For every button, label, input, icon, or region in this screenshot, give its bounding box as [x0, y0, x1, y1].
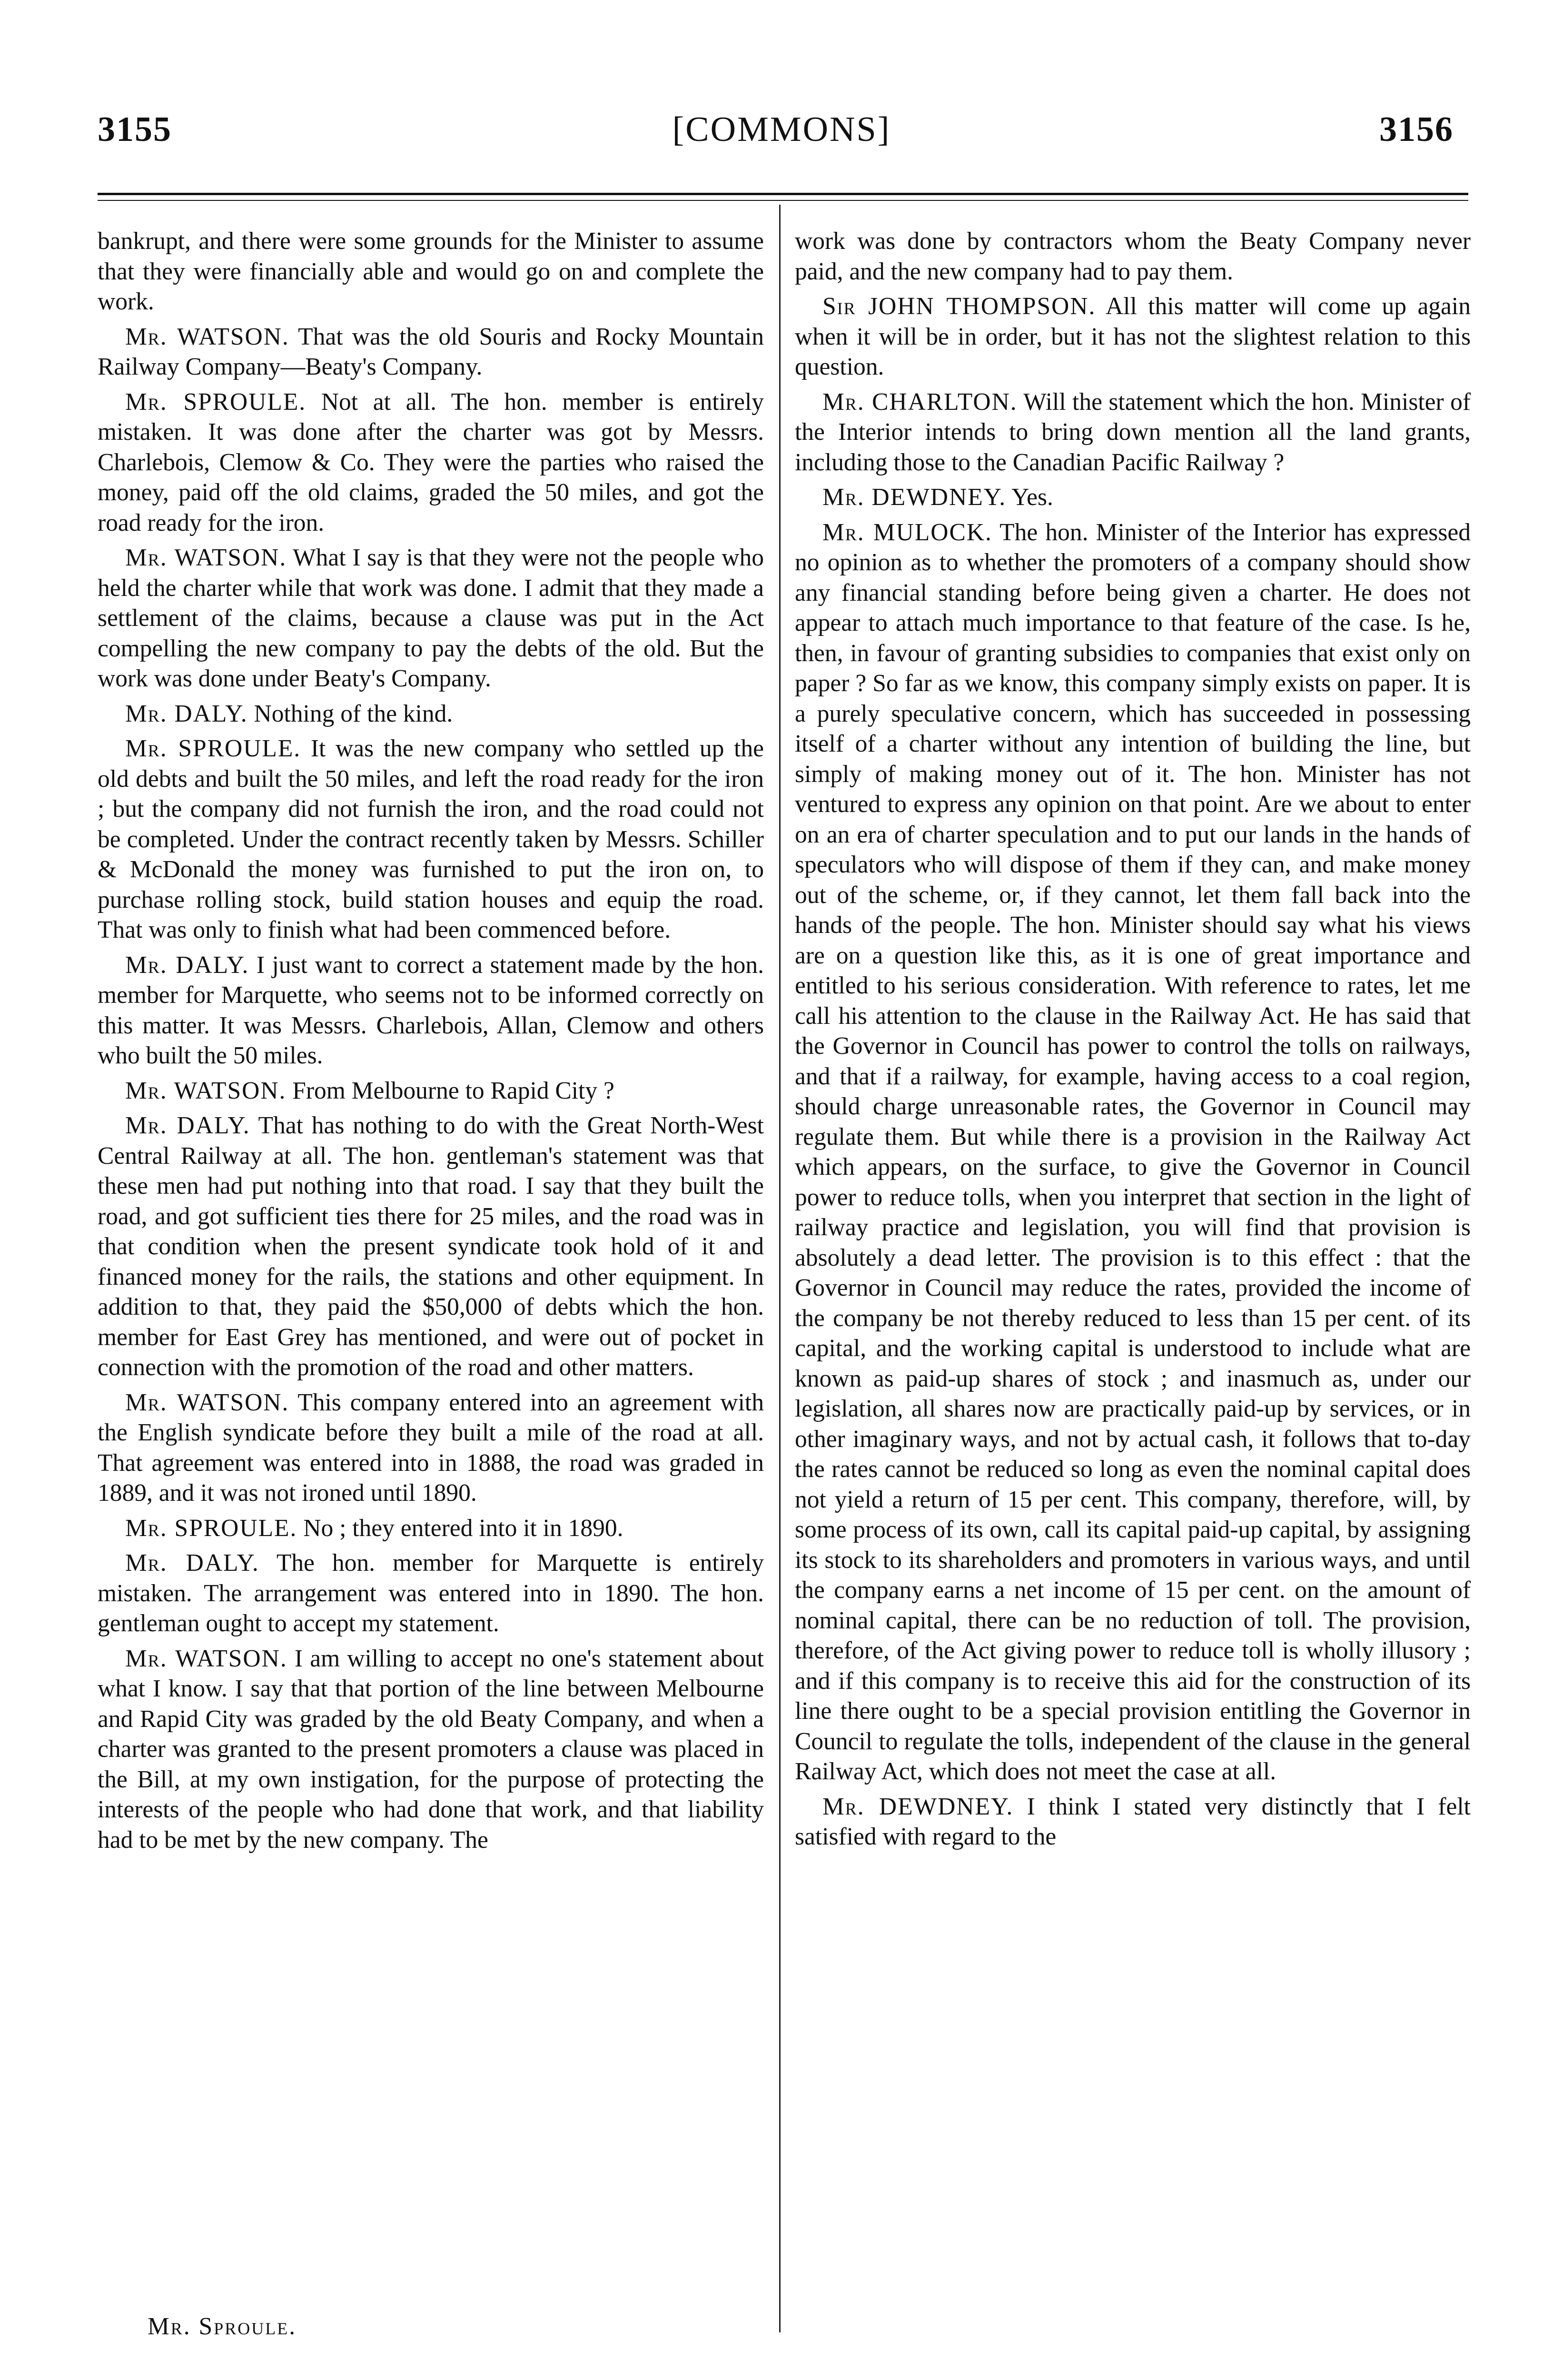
paragraph — [795, 226, 1471, 287]
left-column — [98, 226, 764, 1860]
header-rule-thin — [98, 200, 1468, 201]
speech-text: That was the old Souris and Rocky Mountain Railway Company—Beaty's Company. — [98, 323, 764, 380]
speech-text: I just want to correct a statement made by the hon. member for Marquette, who seems not to be informed correctly on this matter. It was Messrs. Charlebois, Allan, Clemow and others who built the 50 miles. — [98, 951, 764, 1069]
paragraph — [795, 517, 1471, 1787]
speech-text: Will the statement which the hon. Minister of the Interior intends to bring down mention all the land grants, including those to the Canadian Pacific Railway ? — [795, 388, 1471, 476]
paragraph — [98, 322, 764, 382]
paragraph — [98, 1644, 764, 1855]
speech-text: I am willing to accept no one's statement about what I know. I say that that portion of the line between Melbourne and Rapid City was graded by the old Beaty Company, and when a charter was granted to the present promoters a clause was placed in the Bill, at my own instigation, for the purpose of protecting the interests of the people who had done that work, and that liability had to be met by the new company. The — [98, 1645, 764, 1854]
paragraph — [98, 226, 764, 317]
right-column — [795, 226, 1471, 1857]
paragraph — [98, 950, 764, 1071]
paragraph — [98, 387, 764, 538]
paragraph — [795, 387, 1471, 478]
column-divider — [779, 205, 781, 2332]
speech-text: It was the new company who settled up the old debts and built the 50 miles, and left the road ready for the iron ; but the company did not furnish the iron, and the road could not be completed. Under the contract recently taken by Messrs. Schiller & McDonald the money was furnished to put the iron on, to purchase rolling stock, build station houses and equip the road. That was only to finish what had been commenced before. — [98, 735, 764, 943]
running-title: [COMMONS] — [672, 110, 891, 149]
paragraph — [795, 1792, 1471, 1852]
speech-text: work was done by contractors whom the Beaty Company never paid, and the new company had to pay them. — [795, 228, 1471, 285]
speech-text: The hon. Minister of the Interior has expressed no opinion as to whether the promoters of a company should show any financial standing before being given a charter. He does not appear to attach much importance to that feature of the case. Is he, then, in favour of granting subsidies to companies that exist only on paper ? So far as we know, this company simply exists on paper. It is a purely speculative concern, which has succeeded in possessing itself of a charter without any intention of building the line, but simply of making money out of it. The hon. Minister has not ventured to express any opinion on that point. Are we about to enter on an era of charter speculation and to put our lands in the hands of speculators who will dispose of them if they can, and make money out of the scheme, or, if they cannot, let them fall back into the hands of the people. The hon. Minister should say what his views are on a question like this, as it is one of great importance and entitled to his serious consideration. With reference to rates, let me call his attention to the clause in the Railway Act. He has said that the Governor in Council has power to control the tolls on railways, and that if a railway, for example, having access to a coal region, should charge unreasonable rates, the Governor in Council may regulate them. But while there is a provision in the Railway Act which appears, on the surface, to give the Governor in Council power to reduce tolls, when you interpret that section in the light of railway practice and legislation, you will find that provision is absolutely a dead letter. The provision is to this effect : that the Governor in Council may reduce the rates, provided the income of the company be not thereby reduced to less than 15 per cent. of its capital, and the working capital is understood to include what are known as paid-up shares of stock ; and inasmuch as, under our legislation, all shares now are practically paid-up by services, or in other imaginary ways, and not by actual cash, it follows that to-day the rates cannot be reduced so long as even the nominal capital does not yield a return of 15 per cent. This company, therefore, will, by some process of its own, call its capital paid-up capital, by assigning its stock to its shareholders and promoters in various ways, and until the company earns a net income of 15 per cent. on the amount of nominal capital, there can be no reduction of toll. The provision, therefore, of the Act giving power to reduce toll is wholly illusory ; and if this company is to receive this aid for the construction of its line there ought to be a special provision entitling the Governor in Council to regulate the tolls, independent of the clause in the general Railway Act, which does not meet the case at all. — [795, 518, 1471, 1785]
paragraph — [98, 1513, 764, 1544]
paragraph — [98, 543, 764, 694]
speech-text: This company entered into an agreement with the English syndicate before they built a mile of the road at all. That agreement was entered into in 1888, the road was graded in 1889, and it was not ironed until 1890. — [98, 1388, 764, 1507]
header-rule-thick — [98, 193, 1468, 195]
speaker-name: Mr. WATSON. — [125, 1388, 289, 1416]
speech-text: From Melbourne to Rapid City ? — [292, 1077, 614, 1104]
speaker-name: Mr. WATSON. — [125, 323, 289, 350]
speech-text: bankrupt, and there were some grounds for the Minister to assume that they were financially able and would go on and complete the work. — [98, 228, 764, 315]
speaker-name: Mr. WATSON. — [125, 544, 287, 571]
speaker-name: Mr. WATSON. — [125, 1077, 287, 1104]
speech-text: I think I stated very distinctly that I felt satisfied with regard to the — [795, 1793, 1471, 1850]
speech-text: That has nothing to do with the Great North-West Central Railway at all. The hon. gentleman's statement was that these men had put nothing into that road. I say that they built the road, and got sufficient ties there for 25 miles, and the road was in that condition when the present syndicate took hold of it and financed money for the rails, the stations and other equipment. In addition to that, they paid the $50,000 of debts which the hon. member for East Grey has mentioned, and were out of pocket in connection with the promotion of the road and other matters. — [98, 1112, 764, 1381]
speaker-name: Mr. DALY. — [125, 700, 248, 727]
page-header — [0, 109, 1563, 171]
page-number-left: 3155 — [98, 110, 172, 149]
speech-text: All this matter will come up again when it will be in order, but it has not the slightest relation to this question. — [795, 293, 1471, 380]
paragraph — [98, 734, 764, 945]
speech-text: Nothing of the kind. — [254, 700, 453, 727]
speaker-name: Mr. DALY. — [125, 1549, 259, 1577]
speaker-name: Mr. MULOCK. — [822, 518, 992, 546]
speech-text: What I say is that they were not the people who held the charter while that work was done. I admit that they made a settlement of the claims, because a clause was put in the Act compelling the new company to pay the debts of the old. But the work was done under Beaty's Company. — [98, 544, 764, 692]
speaker-name: Mr. SPROULE. — [125, 735, 301, 762]
speaker-name: Mr. SPROULE. — [125, 388, 307, 416]
speech-text: The hon. member for Marquette is entirely mistaken. The arrangement was entered into in 1890. The hon. gentleman ought to accept my statement. — [98, 1549, 764, 1637]
speech-text: No ; they entered into it in 1890. — [303, 1514, 623, 1542]
speaker-name: Mr. DEWDNEY. — [822, 484, 1007, 511]
paragraph — [98, 1076, 764, 1106]
speaker-name: Sir JOHN THOMPSON. — [822, 293, 1096, 320]
paragraph — [98, 1111, 764, 1383]
paragraph — [795, 482, 1471, 513]
speech-text: Not at all. The hon. member is entirely mistaken. It was done after the charter was got by Messrs. Charlebois, Clemow & Co. They were the parties who raised the money, paid off the old claims, graded the 50 miles, and got the road ready for the iron. — [98, 388, 764, 536]
paragraph — [98, 1388, 764, 1508]
speaker-name: Mr. CHARLTON. — [822, 388, 1018, 416]
speaker-name: Mr. SPROULE. — [125, 1514, 297, 1542]
catchword-footer: Mr. Sproule. — [148, 2313, 297, 2340]
speech-text: Yes. — [1011, 484, 1053, 511]
speaker-name: Mr. DEWDNEY. — [822, 1793, 1014, 1820]
speaker-name: Mr. WATSON. — [125, 1645, 287, 1672]
paragraph — [98, 1548, 764, 1639]
speaker-name: Mr. DALY. — [125, 1112, 250, 1139]
speaker-name: Mr. DALY. — [125, 951, 249, 979]
paragraph — [795, 291, 1471, 382]
paragraph — [98, 699, 764, 729]
page-number-right: 3156 — [1379, 110, 1454, 149]
